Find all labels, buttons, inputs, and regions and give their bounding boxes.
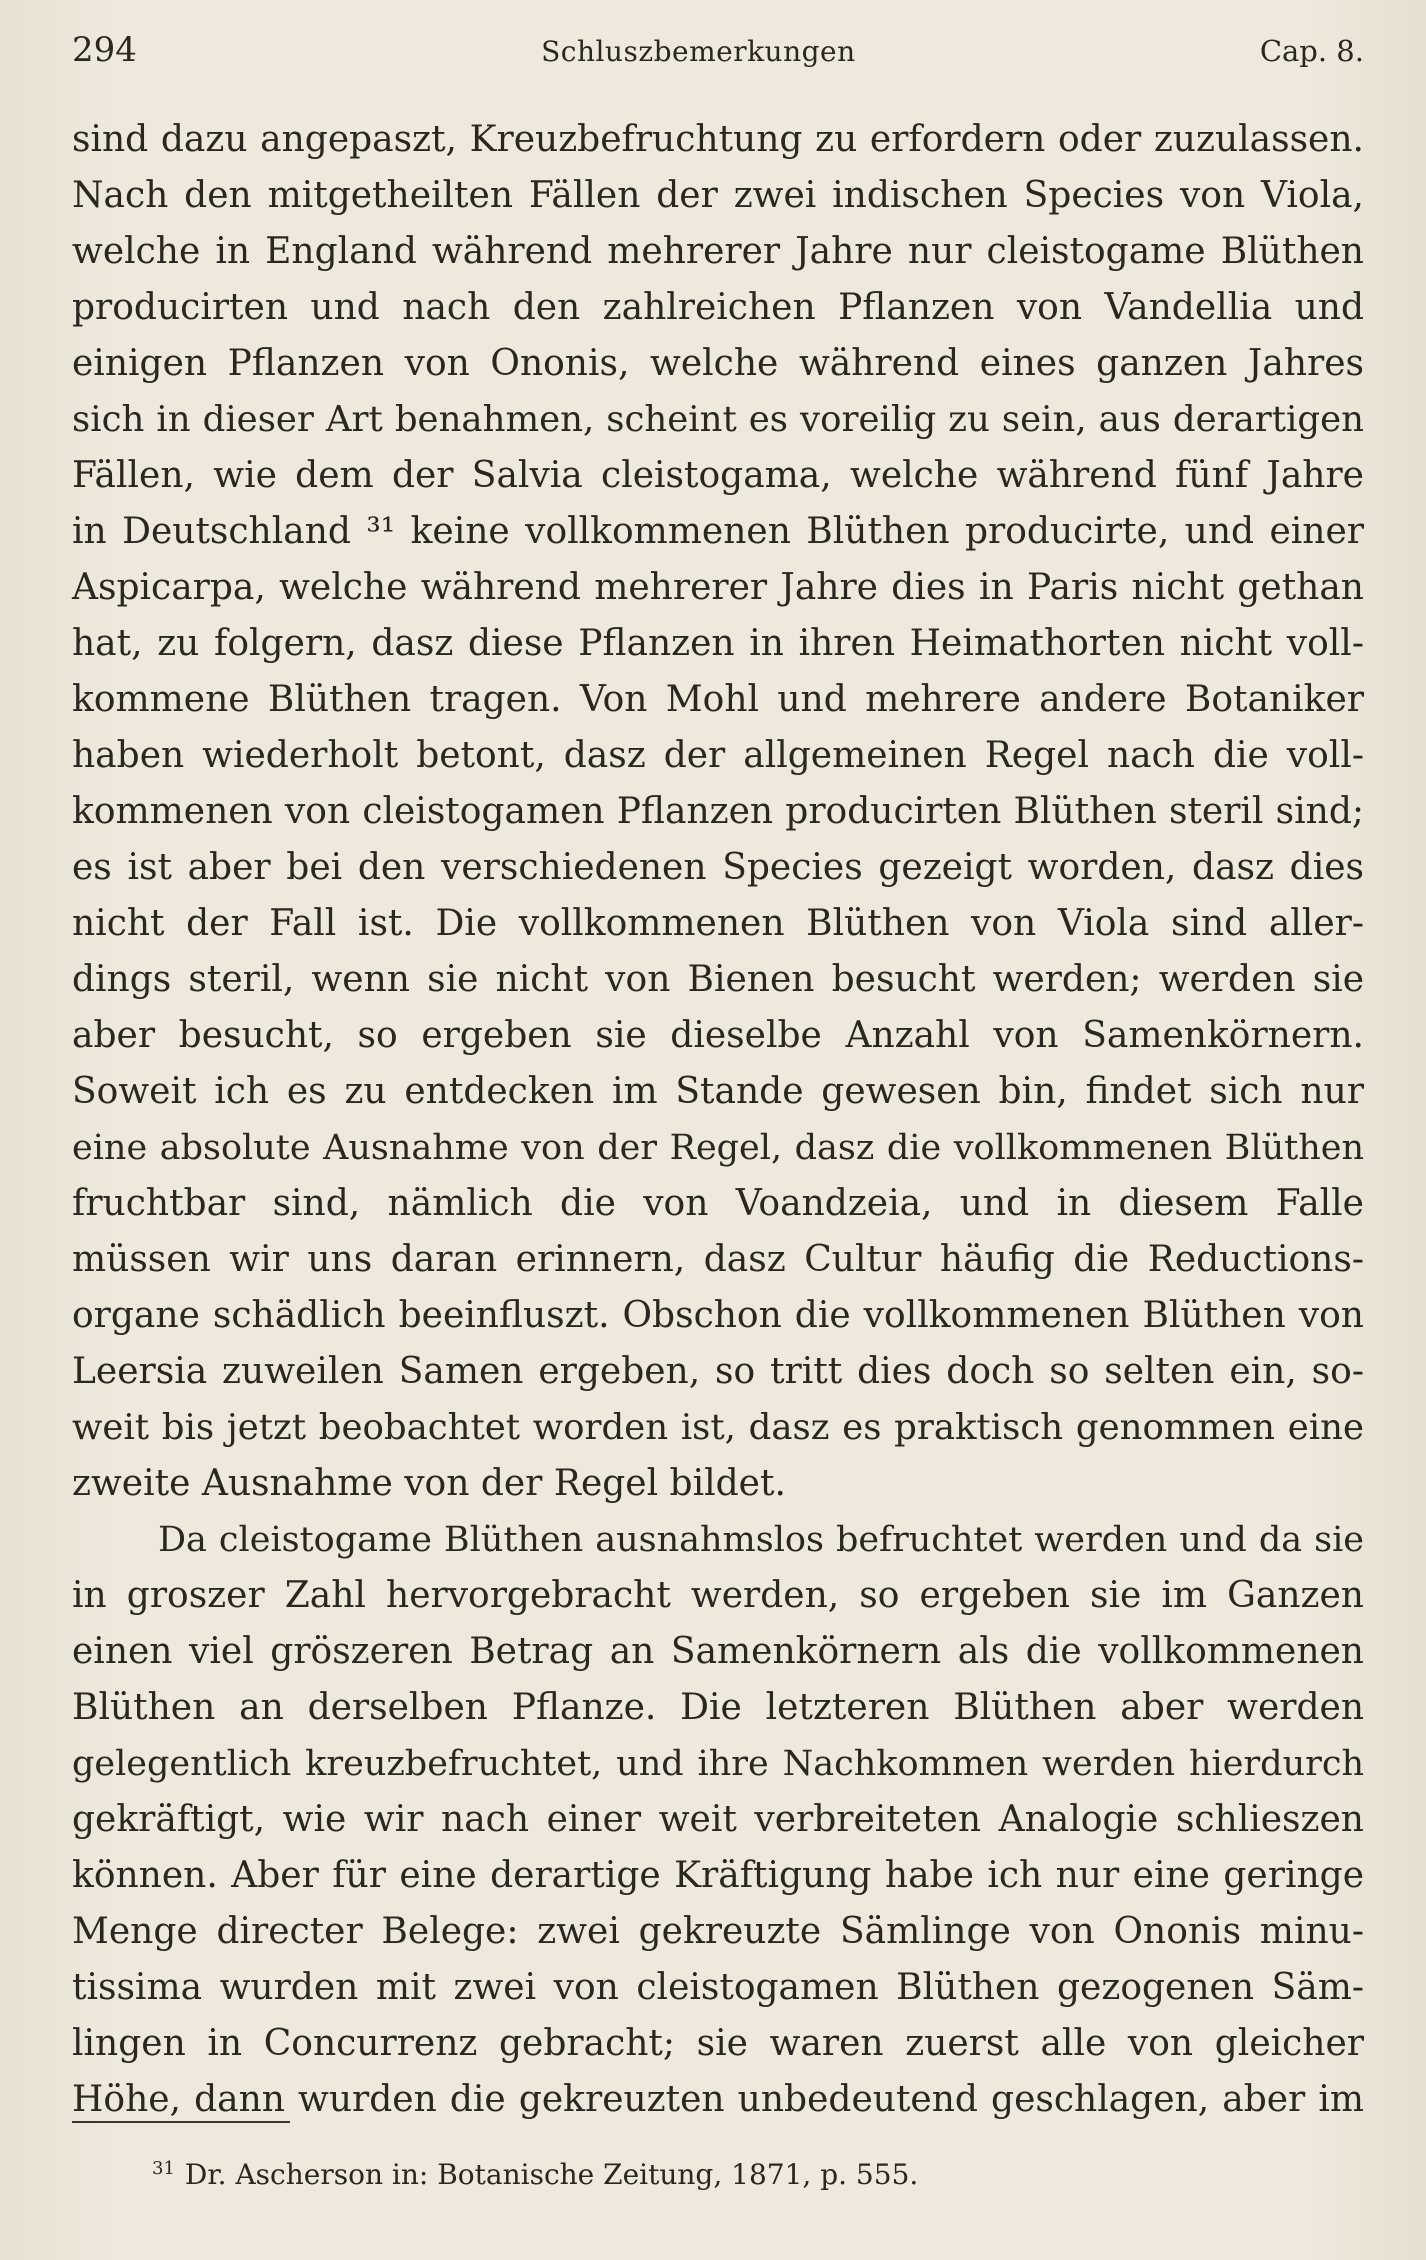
text-line: Nach den mitgetheilten Fällen der zwei indischen Species von Viola, (72, 175, 1364, 216)
text-line: einigen Pflanzen von Ononis, welche während eines ganzen Jahres (72, 343, 1364, 384)
text-line: eine absolute Ausnahme von der Regel, dasz die vollkommenen Blüthen (72, 1128, 1364, 1168)
text-line: es ist aber bei den verschiedenen Species gezeigt worden, dasz dies (72, 847, 1364, 888)
text-line: tissima wurden mit zwei von cleistogamen Blüthen gezogenen Säm- (72, 1967, 1364, 2008)
text-line: Aspicarpa, welche während mehrerer Jahre dies in Paris nicht gethan (72, 567, 1364, 608)
text-line: sich in dieser Art benahmen, scheint es voreilig zu sein, aus derartigen (72, 399, 1364, 440)
text-line: gekräftigt, wie wir nach einer weit verbreiteten Analogie schlieszen (72, 1799, 1364, 1840)
text-line: in groszer Zahl hervorgebracht werden, so ergeben sie im Ganzen (72, 1575, 1364, 1616)
text-line: kommene Blüthen tragen. Von Mohl und mehrere andere Botaniker (72, 679, 1364, 720)
text-line: organe schädlich beeinfluszt. Obschon die vollkommenen Blüthen von (72, 1295, 1364, 1336)
text-line: können. Aber für eine derartige Kräftigung habe ich nur eine geringe (72, 1855, 1364, 1896)
text-line: Da cleistogame Blüthen ausnahmslos befruchtet werden und da sie (158, 1520, 1364, 1560)
footnote-marker: 31 (152, 2158, 175, 2179)
text-line: lingen in Concurrenz gebracht; sie waren zuerst alle von gleicher (72, 2023, 1364, 2064)
text-line: Höhe, dann wurden die gekreuzten unbedeutend geschlagen, aber im (72, 2079, 1364, 2120)
text-line: aber besucht, so ergeben sie dieselbe Anzahl von Samenkörnern. (72, 1015, 1364, 1056)
running-head (72, 30, 1364, 80)
text-line: nicht der Fall ist. Die vollkommenen Blüthen von Viola sind aller- (72, 903, 1364, 944)
text-line: producirten und nach den zahlreichen Pflanzen von Vandellia und (72, 287, 1364, 328)
text-line: haben wiederholt betont, dasz der allgemeinen Regel nach die voll- (72, 735, 1364, 776)
text-line: einen viel gröszeren Betrag an Samenkörnern als die vollkommenen (72, 1631, 1364, 1672)
text-line: sind dazu angepaszt, Kreuzbefruchtung zu erfordern oder zuzulassen. (72, 119, 1364, 160)
page-number: 294 (72, 30, 137, 70)
footnote-text: Dr. Ascherson in: Botanische Zeitung, 1871, p. 555. (184, 2158, 919, 2191)
footnote-rule (72, 2121, 290, 2123)
text-line: dings steril, wenn sie nicht von Bienen besucht werden; werden sie (72, 959, 1364, 1000)
running-title: Schluszbemerkungen (541, 35, 856, 68)
chapter-label: Cap. 8. (1259, 34, 1364, 68)
text-line: gelegentlich kreuzbefruchtet, und ihre Nachkommen werden hierdurch (72, 1744, 1364, 1784)
text-line: fruchtbar sind, nämlich die von Voandzeia, und in diesem Falle (72, 1183, 1364, 1224)
text-line: hat, zu folgern, dasz diese Pflanzen in ihren Heimathorten nicht voll- (72, 623, 1364, 664)
text-line: Menge directer Belege: zwei gekreuzte Sämlinge von Ononis minu- (72, 1911, 1364, 1952)
text-line: kommenen von cleistogamen Pflanzen producirten Blüthen steril sind; (72, 791, 1364, 832)
text-line: in Deutschland ³¹ keine vollkommenen Blüthen producirte, und einer (72, 511, 1364, 552)
text-line: weit bis jetzt beobachtet worden ist, dasz es praktisch genommen eine (72, 1407, 1364, 1448)
text-line: Soweit ich es zu entdecken im Stande gewesen bin, findet sich nur (72, 1071, 1364, 1112)
text-line: müssen wir uns daran erinnern, dasz Cultur häufig die Reductions- (72, 1239, 1364, 1280)
footnote (152, 2158, 918, 2191)
text-line: Fällen, wie dem der Salvia cleistogama, welche während fünf Jahre (72, 455, 1364, 496)
text-line: welche in England während mehrerer Jahre nur cleistogame Blüthen (72, 231, 1364, 272)
text-line: Leersia zuweilen Samen ergeben, so tritt dies doch so selten ein, so- (72, 1351, 1364, 1392)
text-line: zweite Ausnahme von der Regel bildet. (72, 1463, 786, 1504)
text-line: Blüthen an derselben Pflanze. Die letzteren Blüthen aber werden (72, 1687, 1364, 1728)
body-text (72, 112, 1364, 2128)
